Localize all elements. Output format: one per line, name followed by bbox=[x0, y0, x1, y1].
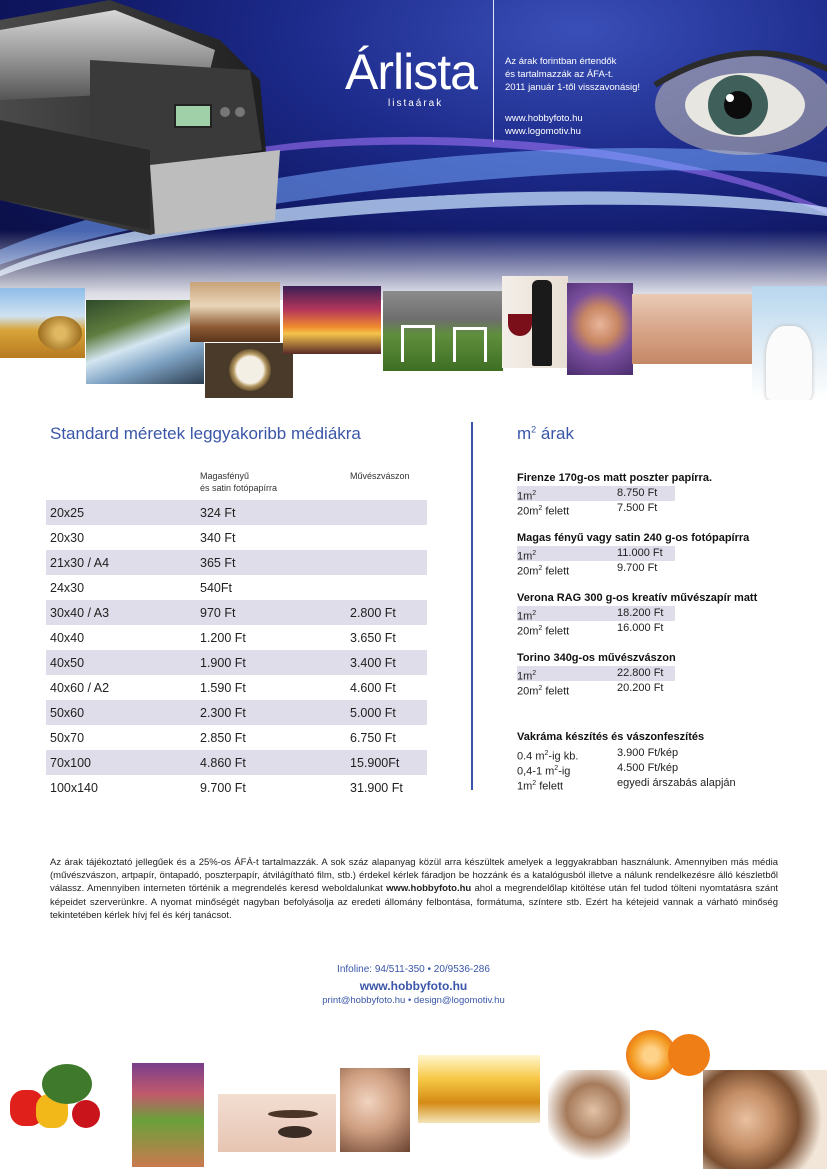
vegetables-photo bbox=[0, 1060, 110, 1135]
stretcher-price-row: $1m^2$ felett egyedi árszabás alapján bbox=[517, 777, 736, 793]
price-value: 3.900 Ft/kép bbox=[617, 747, 679, 759]
notice-line: 2011 január 1-től visszavonásig! bbox=[505, 82, 641, 93]
hay-bale-shape bbox=[38, 316, 82, 350]
banner-fade bbox=[0, 230, 827, 300]
bride-photo bbox=[752, 286, 827, 400]
price-row: $1m^2$ 8.750 Ft bbox=[517, 486, 675, 501]
size-cell: 40x50 bbox=[46, 650, 196, 675]
page-title: Árlista bbox=[345, 44, 477, 100]
canvas-price-cell: 15.900Ft bbox=[346, 750, 427, 775]
price-row: $20m^2$ felett 7.500 Ft bbox=[517, 502, 658, 518]
media-block-torino bbox=[517, 651, 676, 696]
header-banner bbox=[0, 0, 827, 300]
table-row bbox=[46, 650, 427, 675]
price-value: 22.800 Ft bbox=[617, 667, 664, 679]
canvas-price-cell: 31.900 Ft bbox=[350, 780, 403, 795]
size-cell: 21x30 / A4 bbox=[46, 550, 196, 575]
price-value: egyedi árszabás alapján bbox=[617, 777, 736, 789]
canvas-price-cell: 3.650 Ft bbox=[350, 630, 396, 645]
canvas-column-header: Művészvászon bbox=[350, 471, 410, 481]
canvas-price-cell: 3.400 Ft bbox=[346, 650, 427, 675]
table-row bbox=[46, 500, 427, 525]
glossy-price-cell: 1.900 Ft bbox=[196, 650, 346, 675]
glossy-price-cell: 2.850 Ft bbox=[200, 730, 246, 745]
table-row bbox=[46, 750, 427, 775]
printer-image bbox=[0, 0, 285, 240]
honey-photo bbox=[418, 1055, 540, 1123]
url-hobbyfoto[interactable]: www.hobbyfoto.hu bbox=[505, 113, 583, 124]
glossy-price-cell: 540Ft bbox=[200, 580, 232, 595]
price-value: 11.000 Ft bbox=[617, 547, 663, 559]
glossy-header-line: Magasfényű bbox=[200, 471, 250, 481]
notice-line: és tartalmazzák az ÁFA-t. bbox=[505, 69, 614, 80]
dress-shape bbox=[766, 326, 812, 400]
size-cell: 50x70 bbox=[50, 730, 85, 745]
disclaimer-text: Az árak tájékoztató jellegűek és a 25%-os ÁFÁ-t tartalmazzák. A sok száz alapanyag közül arra készültek amelyek a leggyakrabban használunk. Amennyiben más média (művészvászon, artpapír, öntapadó, poszterpapír, átvilágítható film, stb.) érdekel kérlek fáradjon be hozzánk és a katalógusból illetve a nálunk rendelkezésre álló készletből válassz. Amennyiben interneten történik a megrendelés keresd weboldalunkat www.hobbyfoto.hu ahol a megrendelőlap kitöltése után fel tudod tölteni nyomtatásra szánt képeidet szerverünkre. A nyomat minőségét nagyban befolyásolja az eredeti állomány felbontása, formátuma, színtere stb. Ezért ha kétejeid vannak a várható minőség tekintetében kérlek hívj fel és kérj tanácsot. bbox=[50, 857, 778, 921]
price-row: $1m^2$ 18.200 Ft bbox=[517, 606, 675, 621]
standard-price-table bbox=[46, 500, 427, 800]
size-cell: 24x30 bbox=[50, 580, 85, 595]
bottle-shape bbox=[532, 280, 552, 366]
sunset-photo bbox=[283, 286, 381, 354]
media-block-firenze bbox=[517, 471, 712, 516]
size-cell: 20x30 bbox=[50, 530, 85, 545]
cabbage-shape bbox=[42, 1064, 92, 1104]
glossy-price-cell: 324 Ft bbox=[196, 500, 346, 525]
price-value: 4.500 Ft/kép bbox=[617, 762, 679, 774]
stretcher-frame-block bbox=[517, 730, 736, 791]
table-row bbox=[46, 775, 427, 800]
media-block-verona bbox=[517, 591, 757, 636]
garden-chairs-photo bbox=[383, 291, 503, 371]
canvas-price-cell: 5.000 Ft bbox=[346, 700, 427, 725]
glossy-header-line: és satin fotópapírra bbox=[200, 483, 278, 493]
glossy-price-cell: 1.590 Ft bbox=[200, 680, 246, 695]
living-room-photo bbox=[190, 282, 280, 342]
glossy-price-cell: 9.700 Ft bbox=[200, 780, 246, 795]
waterfall-photo bbox=[86, 300, 204, 384]
glossy-price-cell: 2.300 Ft bbox=[196, 700, 346, 725]
hula-photo bbox=[132, 1063, 204, 1167]
chair-shape bbox=[401, 325, 435, 362]
url-logomotiv[interactable]: www.logomotiv.hu bbox=[505, 126, 581, 137]
price-value: 9.700 Ft bbox=[617, 562, 658, 574]
table-row bbox=[46, 550, 427, 575]
media-title: Magas fényű vagy satin 240 g-os fotópapírra bbox=[517, 532, 750, 544]
website-link[interactable]: www.hobbyfoto.hu bbox=[386, 883, 472, 895]
size-cell: 30x40 / A3 bbox=[46, 600, 196, 625]
glossy-column-header bbox=[200, 470, 277, 494]
email-addresses[interactable]: print@hobbyfoto.hu • design@logomotiv.hu bbox=[322, 995, 505, 1006]
woman-flowers-photo bbox=[567, 283, 633, 375]
canvas-price-cell: 2.800 Ft bbox=[346, 600, 427, 625]
price-row: $20m^2$ felett 16.000 Ft bbox=[517, 622, 664, 638]
wine-photo bbox=[502, 276, 568, 368]
price-notice bbox=[505, 55, 640, 94]
size-cell: 40x60 / A2 bbox=[50, 680, 110, 695]
chair-shape bbox=[453, 327, 487, 362]
media-title: Verona RAG 300 g-os kreatív művészapír matt bbox=[517, 592, 758, 604]
stretcher-frame-title: Vakráma készítés és vászonfeszítés bbox=[517, 731, 705, 743]
glossy-price-cell: 365 Ft bbox=[196, 550, 346, 575]
table-row bbox=[46, 575, 427, 600]
glossy-price-cell: 340 Ft bbox=[200, 530, 236, 545]
infoline: Infoline: 94/511-350 • 20/9536-286 bbox=[337, 964, 490, 975]
page-subtitle: listaárak bbox=[388, 98, 444, 109]
compass-shape bbox=[229, 349, 271, 391]
size-cell: 50x60 bbox=[46, 700, 196, 725]
table-row bbox=[46, 525, 427, 550]
standard-sizes-heading: Standard méretek leggyakoribb médiákra bbox=[50, 424, 361, 443]
canvas-price-cell: 6.750 Ft bbox=[350, 730, 396, 745]
website-link[interactable]: www.hobbyfoto.hu bbox=[359, 979, 468, 993]
table-row bbox=[46, 725, 427, 750]
price-row: $20m^2$ felett 20.200 Ft bbox=[517, 682, 664, 698]
eye-shape bbox=[278, 1126, 312, 1138]
price-value: 20.200 Ft bbox=[617, 682, 664, 694]
heart-hands-photo bbox=[632, 294, 752, 364]
canvas-price-cell bbox=[346, 500, 427, 525]
media-title: Torino 340g-os művészvászon bbox=[517, 652, 676, 664]
price-value: 16.000 Ft bbox=[617, 622, 664, 634]
m2-prices-heading: $m^2$ árak bbox=[517, 424, 574, 443]
stretcher-price-row: 0,4-1 $m^2-ig$ 4.500 Ft/kép bbox=[517, 762, 679, 778]
price-value: 7.500 Ft bbox=[617, 502, 658, 514]
media-block-glossy bbox=[517, 531, 749, 576]
eye-image bbox=[650, 10, 827, 210]
glossy-price-cell: 970 Ft bbox=[196, 600, 346, 625]
size-cell: 70x100 bbox=[46, 750, 196, 775]
canvas-price-cell bbox=[346, 550, 427, 575]
table-row bbox=[46, 600, 427, 625]
canvas-price-cell bbox=[346, 525, 427, 550]
size-cell: 100x140 bbox=[50, 780, 98, 795]
price-row: $1m^2$ 22.800 Ft bbox=[517, 666, 675, 681]
notice-line: Az árak forintban értendők bbox=[505, 56, 617, 67]
header-divider bbox=[493, 0, 494, 142]
price-row: $1m^2$ 11.000 Ft bbox=[517, 546, 675, 561]
media-title: Firenze 170g-os matt poszter papírra. bbox=[517, 472, 712, 484]
price-value: 8.750 Ft bbox=[617, 487, 658, 499]
price-row: $20m^2$ felett 9.700 Ft bbox=[517, 562, 658, 578]
table-row bbox=[46, 625, 427, 650]
couple-photo bbox=[703, 1070, 827, 1169]
glossy-price-cell: 4.860 Ft bbox=[196, 750, 346, 775]
header-urls bbox=[505, 112, 583, 138]
compass-photo bbox=[205, 343, 293, 398]
table-row bbox=[46, 675, 427, 700]
mother-baby-photo bbox=[340, 1068, 410, 1152]
eyebrow-photo bbox=[218, 1094, 336, 1152]
glass-shape bbox=[508, 314, 532, 336]
eyebrow-shape bbox=[268, 1110, 318, 1118]
canvas-price-cell: 4.600 Ft bbox=[350, 680, 396, 695]
glossy-price-cell: 1.200 Ft bbox=[200, 630, 246, 645]
stretcher-price-row: 0.4 $m^2-ig$ kb. 3.900 Ft/kép bbox=[517, 747, 679, 763]
canvas-price-cell bbox=[346, 575, 427, 600]
hay-bale-photo bbox=[0, 288, 85, 358]
orange-photo bbox=[622, 1026, 712, 1084]
price-value: 18.200 Ft bbox=[617, 607, 664, 619]
size-cell: 20x25 bbox=[46, 500, 196, 525]
tomato-shape bbox=[72, 1100, 100, 1128]
column-divider bbox=[471, 422, 473, 790]
woman-relax-photo bbox=[548, 1070, 630, 1160]
table-row bbox=[46, 700, 427, 725]
size-cell: 40x40 bbox=[50, 630, 85, 645]
